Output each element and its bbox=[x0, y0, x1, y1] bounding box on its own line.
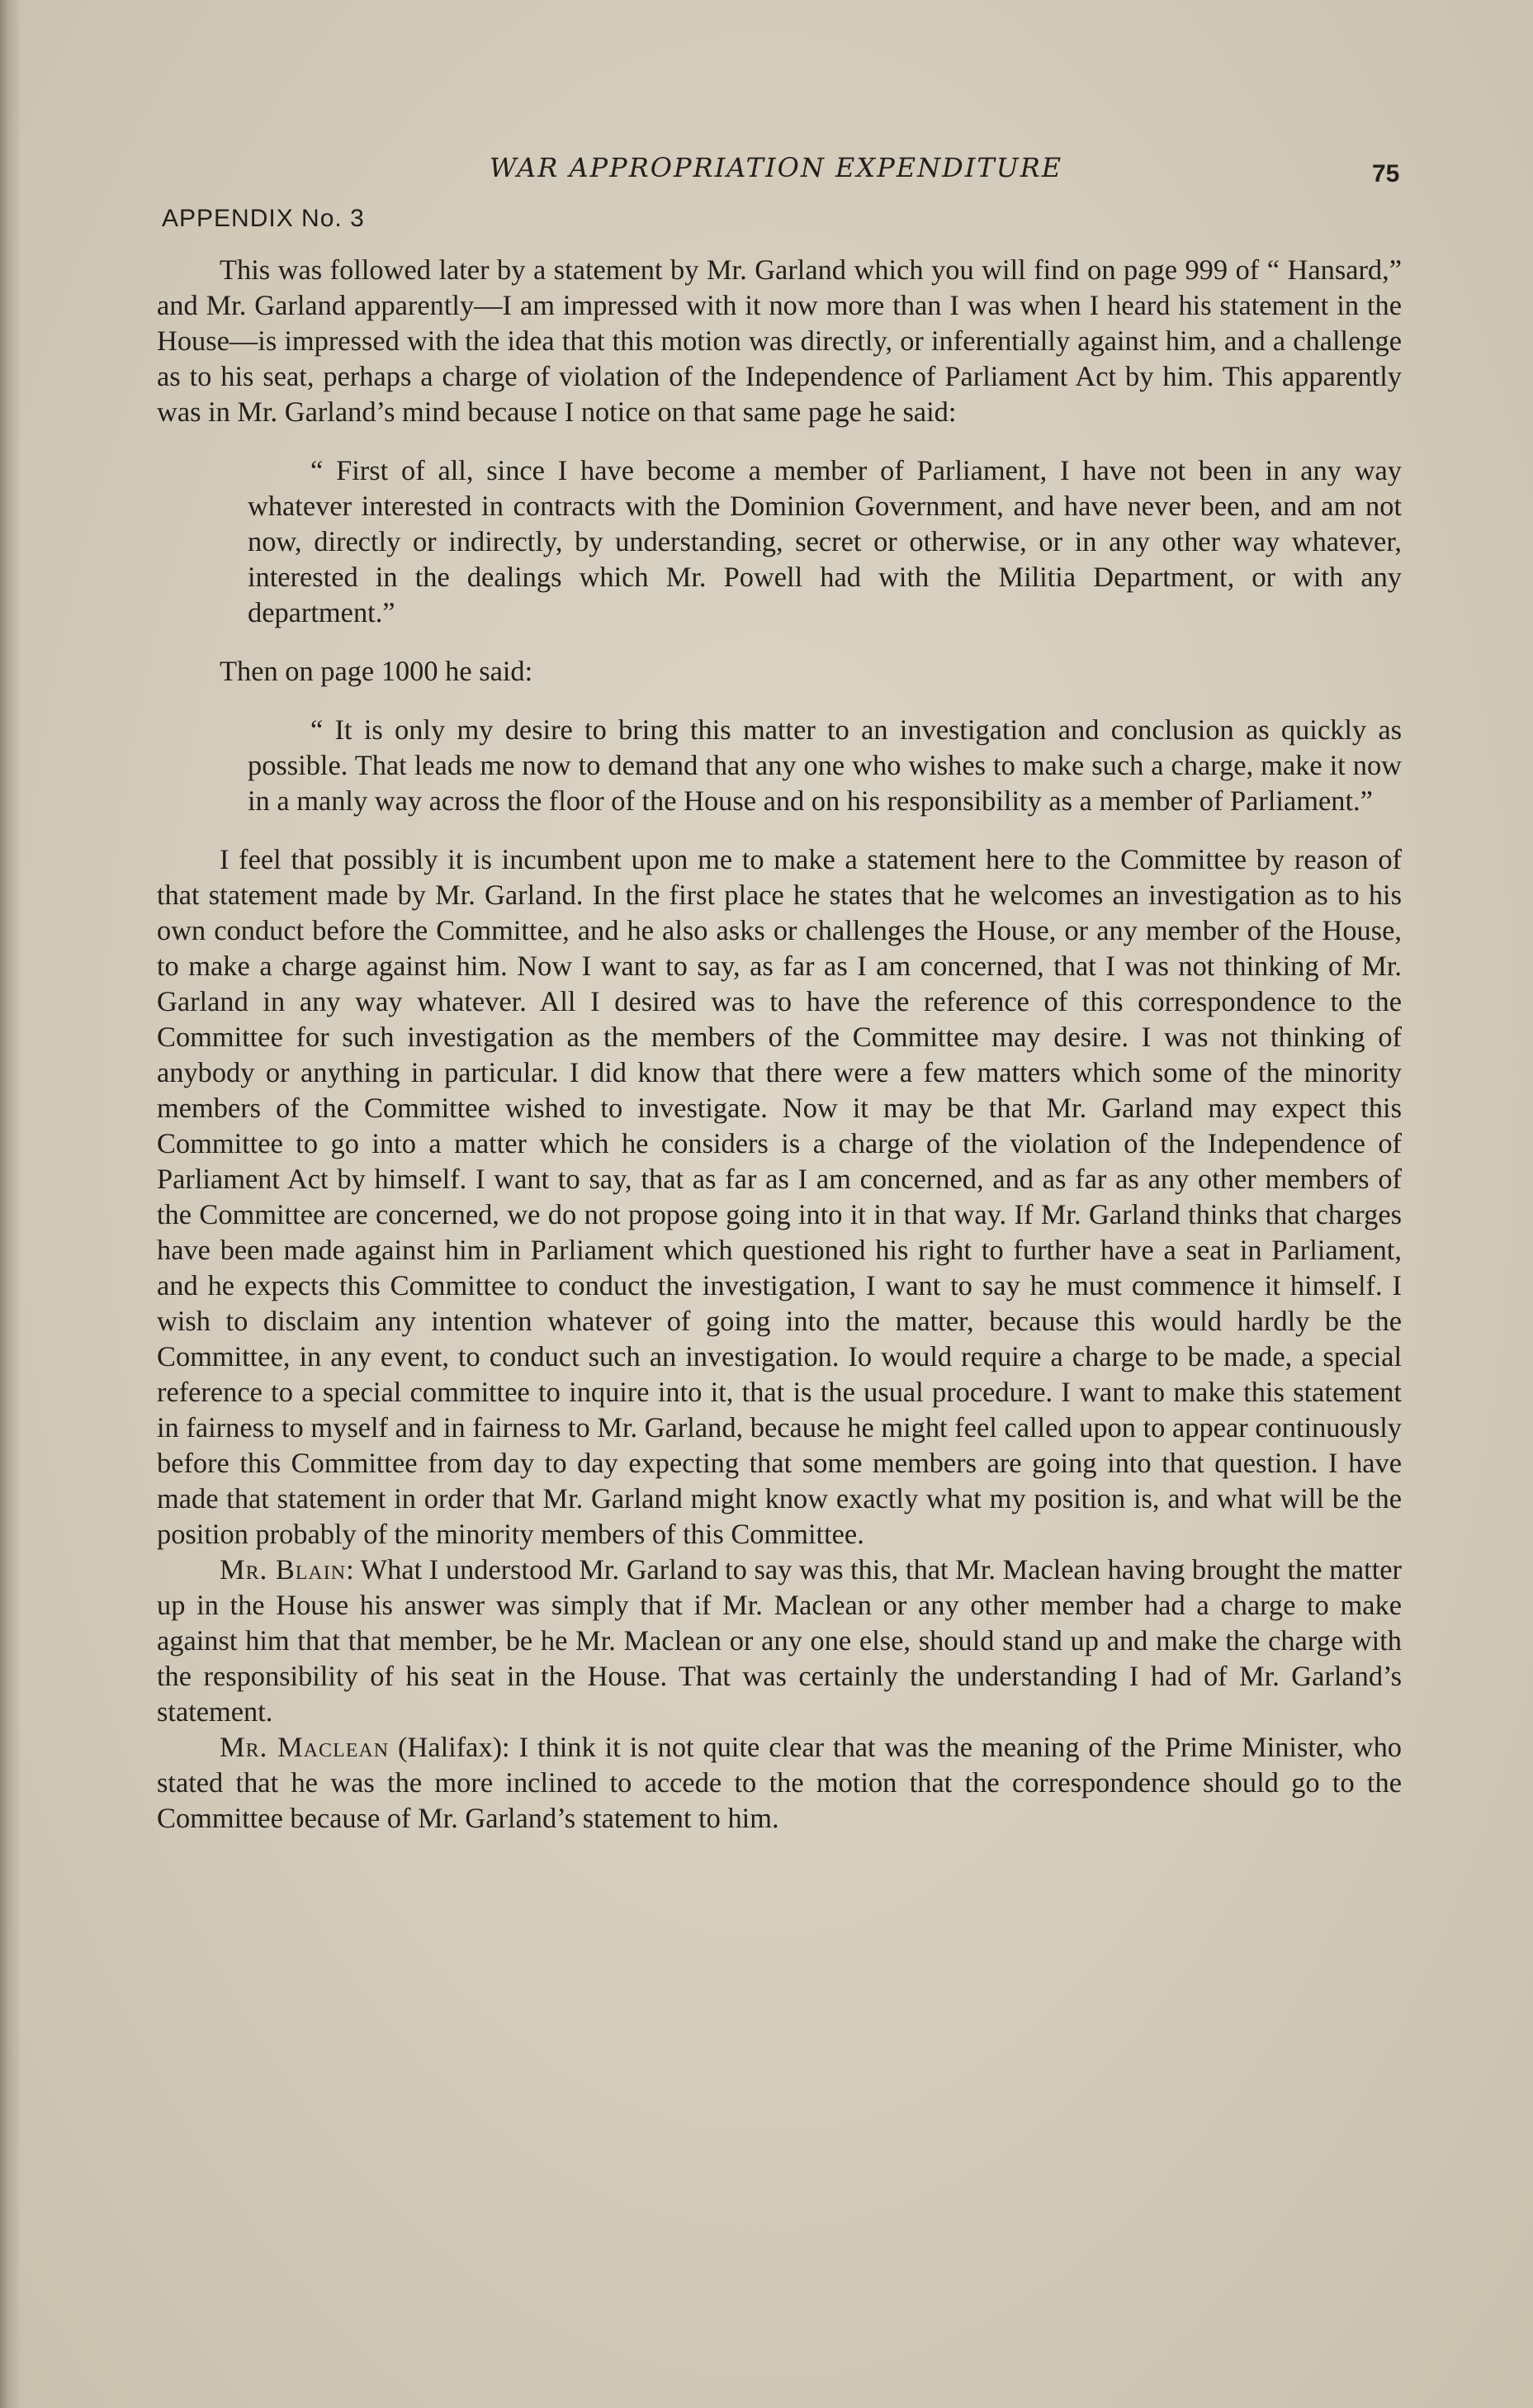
body-text bbox=[157, 253, 1402, 1837]
paragraph-mr-blain bbox=[157, 1552, 1402, 1730]
page-number: 75 bbox=[1372, 160, 1400, 187]
speech-text: (Halifax): I think it is not quite clear that was the meaning of the Prime Minister, who stated that he was the more inclined to accede to the motion that the correspondence should go to the Committee because of Mr. Garland’s statement to him. bbox=[157, 1732, 1403, 1834]
speaker-name: Mr. Blain bbox=[220, 1554, 347, 1586]
speech-text: : What I understood Mr. Garland to say was this, that Mr. Maclean having brought the matter up in the House his answer was simply that if Mr. Maclean or any other member had a charge to make against him that that member, be he Mr. Maclean or any one else, should stand up and make the charge with the responsibility of his seat in the House. That was certainly the understanding I had of Mr. Garland’s statement. bbox=[157, 1554, 1402, 1728]
speaker-name: Mr. Maclean bbox=[220, 1732, 390, 1763]
paragraph-committee-statement: I feel that possibly it is incumbent upon me to make a statement here to the Committee by reason of that statement made by Mr. Garland. In the first place he states that he welcomes an investigation as to his own conduct before the Committee, and he also asks or challenges the House, or any member of the House, to make a charge against him. Now I want to say, as far as I am concerned, that I was not thinking of Mr. Garland in any way whatever. All I desired was to have the reference of this correspondence to the Committee for such investigation as the members of the Committee may desire. I was not thinking of anybody or anything in particular. I did know that there were a few matters which some of the minority members of the Committee wished to investigate. Now it may be that Mr. Garland may expect this Committee to go into a matter which he considers is a charge of the violation of the Independence of Parliament Act by himself. I want to say, that as far as I am concerned, and as far as any other members of the Committee are concerned, we do not propose going into it in that way. If Mr. Garland thinks that charges have been made against him in Parliament which questioned his right to further have a seat in Parliament, and he expects this Committee to conduct the investigation, I want to say he must commence it himself. I wish to disclaim any intention whatever of going into the matter, because this would hardly be the Committee, in any event, to conduct such an investigation. Io would require a charge to be made, a special reference to a special committee to inquire into it, that is the usual procedure. I want to make this statement in fairness to myself and in fairness to Mr. Garland, because he might feel called upon to appear continuously before this Committee from day to day expecting that some members are going into that question. I have made that statement in order that Mr. Garland might know exactly what my position is, and what will be the position probably of the minority members of this Committee. bbox=[157, 844, 1402, 1550]
appendix-label: APPENDIX No. 3 bbox=[162, 205, 365, 232]
running-title: WAR APPROPRIATION EXPENDITURE bbox=[489, 152, 1063, 183]
paragraph-mr-maclean bbox=[157, 1730, 1402, 1837]
paragraph-page-1000: Then on page 1000 he said: bbox=[220, 656, 533, 687]
paragraph-garland-statement: This was followed later by a statement by Mr. Garland which you will find on page 999 of “ Hansard,” and Mr. Garland apparently—I am impressed with it now more than I was when I heard his statement in the House—is impressed with the idea that this motion was directly, or inferentially against him, and a challenge as to his seat, perhaps a charge of violation of the Independence of Parliament Act by him. This apparently was in Mr. Garland’s mind because I notice on that same page he said: bbox=[157, 254, 1402, 428]
page-edge-shadow bbox=[0, 0, 21, 2408]
quote-first-of-all: “ First of all, since I have become a member of Parliament, I have not been in any way whatever interested in contracts with the Dominion Government, and have never been, and am not now, directly or indirectly, by understanding, secret or otherwise, or in any other way whatever, interested in the dealings which Mr. Powell had with the Militia Department, or with any department.” bbox=[248, 455, 1402, 628]
quote-only-my-desire: “ It is only my desire to bring this matter to an investigation and conclusion as quickly as possible. That leads me now to demand that any one who wishes to make such a charge, make it now in a manly way across the floor of the House and on his responsibility as a member of Parliament.” bbox=[248, 714, 1402, 817]
